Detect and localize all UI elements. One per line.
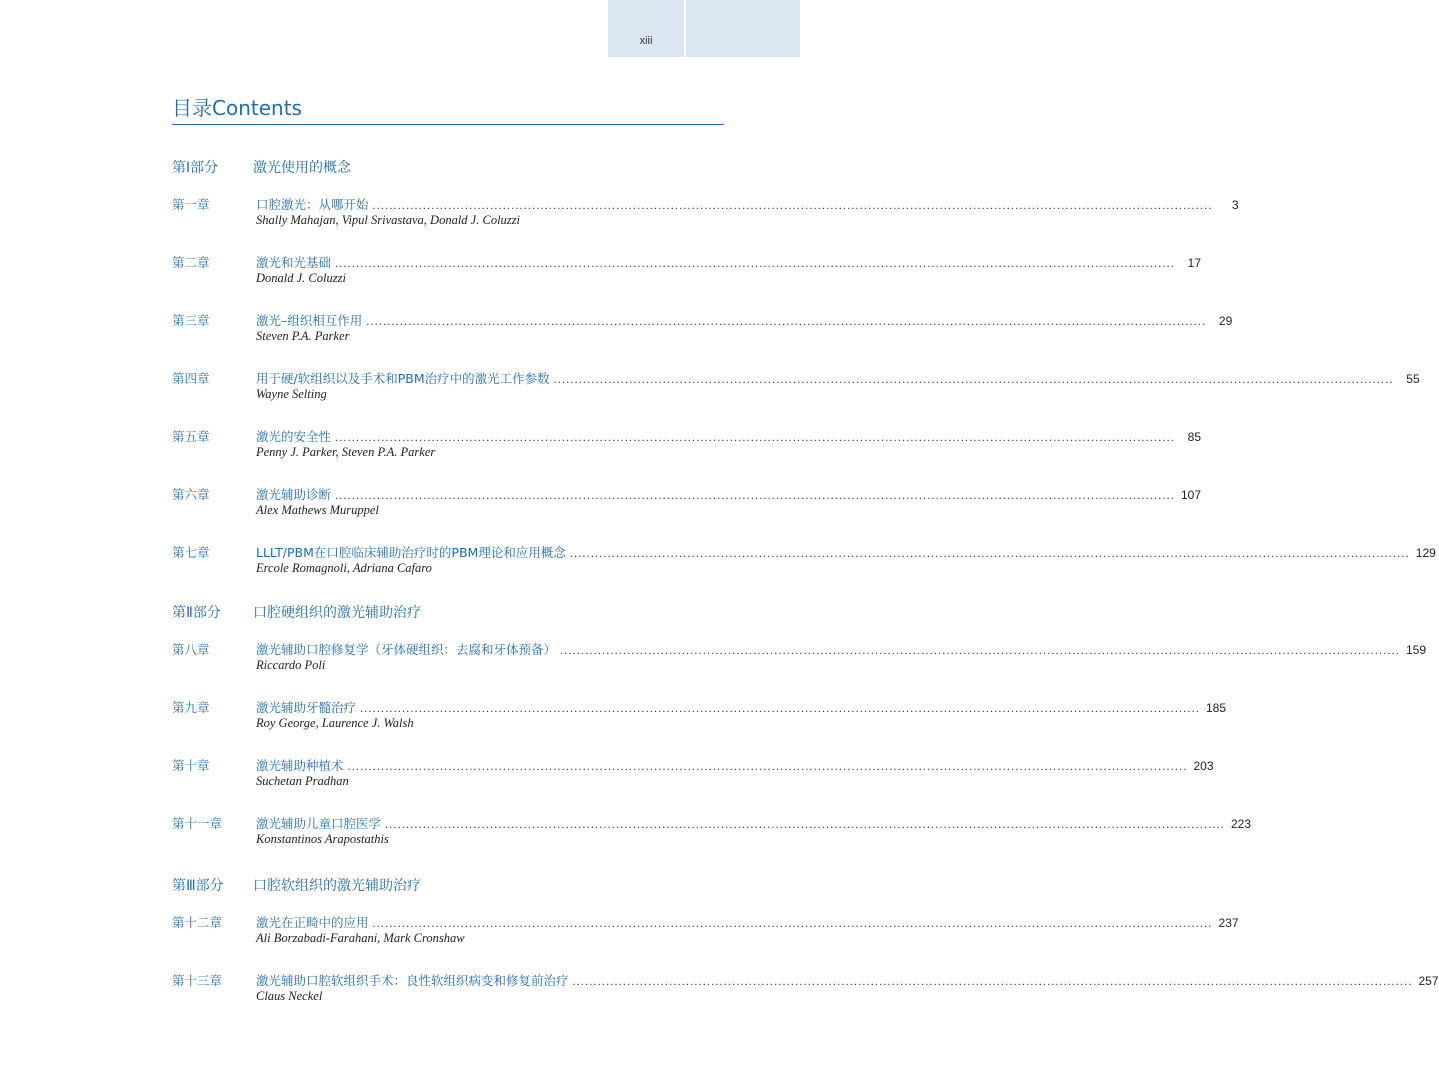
toc-entry[interactable] — [172, 311, 1233, 351]
dot-leader: ........................................................................................................................................................................................................ — [569, 546, 1410, 560]
toc-entry[interactable] — [172, 756, 1214, 796]
toc-entry[interactable] — [172, 640, 1427, 680]
toc-entry[interactable] — [172, 253, 1202, 293]
chapter-page: 55 — [1406, 372, 1420, 386]
chapter-authors: Penny J. Parker, Steven P.A. Parker — [256, 445, 436, 459]
toc-entry[interactable] — [172, 543, 1436, 583]
part-number: 第Ⅲ部分 — [172, 878, 224, 894]
chapter-authors: Alex Mathews Muruppel — [256, 503, 379, 517]
chapter-number: 第十三章 — [172, 973, 223, 988]
chapter-page: 29 — [1218, 314, 1233, 328]
chapter-line — [256, 756, 1214, 774]
chapter-authors: Steven P.A. Parker — [256, 329, 350, 343]
chapter-line — [256, 369, 1420, 387]
chapter-authors: Claus Neckel — [256, 989, 323, 1003]
toc-entry[interactable] — [172, 195, 1239, 235]
chapter-authors: Suchetan Pradhan — [256, 774, 349, 788]
dot-leader: ........................................................................................................................................................................................................ — [553, 372, 1394, 386]
part-number: 第Ⅱ部分 — [172, 605, 221, 621]
dot-leader: ........................................................................................................................................................................................................ — [335, 488, 1176, 502]
dot-leader: ........................................................................................................................................................................................................ — [347, 759, 1188, 773]
chapter-title: 激光–组织相互作用 — [256, 313, 363, 328]
chapter-authors: Roy George, Laurence J. Walsh — [256, 716, 414, 730]
dot-leader: ........................................................................................................................................................................................................ — [560, 643, 1401, 657]
chapter-title: 激光辅助诊断 — [256, 487, 332, 502]
chapter-authors: Shally Mahajan, Vipul Srivastava, Donald J. Coluzzi — [256, 213, 520, 227]
chapter-number: 第十二章 — [172, 915, 223, 930]
chapter-title: 激光辅助口腔修复学（牙体硬组织：去腐和牙体预备） — [256, 642, 557, 657]
chapter-number: 第三章 — [172, 313, 210, 328]
chapter-line — [256, 913, 1239, 931]
chapter-title: 激光和光基础 — [256, 255, 332, 270]
dot-leader: ........................................................................................................................................................................................................ — [572, 974, 1413, 988]
part-heading — [172, 875, 421, 895]
part-heading — [172, 602, 421, 622]
chapter-page: 237 — [1218, 916, 1239, 930]
chapter-page: 203 — [1193, 759, 1214, 773]
dot-leader: ........................................................................................................................................................................................................ — [372, 916, 1213, 930]
chapter-authors: Riccardo Poli — [256, 658, 326, 672]
chapter-page: 257 — [1418, 974, 1439, 988]
chapter-number: 第十一章 — [172, 816, 223, 831]
toc-entry[interactable] — [172, 913, 1239, 953]
part-title: 口腔硬组织的激光辅助治疗 — [253, 605, 421, 621]
toc-title: 目录Contents — [172, 96, 302, 120]
chapter-page: 107 — [1180, 488, 1202, 502]
chapter-page: 223 — [1230, 817, 1252, 831]
chapter-number: 第五章 — [172, 429, 210, 444]
chapter-page: 17 — [1187, 256, 1202, 270]
header-tab-right — [686, 0, 800, 57]
chapter-title: 激光辅助儿童口腔医学 — [256, 816, 382, 831]
chapter-title: 激光的安全性 — [256, 429, 332, 444]
toc-entry[interactable] — [172, 698, 1227, 738]
chapter-line — [256, 427, 1202, 445]
chapter-title: LLLT/PBM在口腔临床辅助治疗时的PBM理论和应用概念 — [256, 545, 566, 560]
chapter-page: 3 — [1231, 198, 1239, 212]
dot-leader: ........................................................................................................................................................................................................ — [372, 198, 1213, 212]
chapter-title: 激光辅助牙髓治疗 — [256, 700, 357, 715]
chapter-number: 第四章 — [172, 371, 210, 386]
chapter-number: 第八章 — [172, 642, 210, 657]
chapter-line — [256, 485, 1202, 503]
dot-leader: ........................................................................................................................................................................................................ — [335, 430, 1176, 444]
chapter-page: 159 — [1405, 643, 1427, 657]
chapter-line — [256, 311, 1233, 329]
chapter-title: 用于硬/软组织以及手术和PBM治疗中的激光工作参数 — [256, 371, 550, 386]
toc-entry[interactable] — [172, 971, 1439, 1011]
part-heading — [172, 157, 351, 177]
toc-entry[interactable] — [172, 485, 1202, 525]
chapter-title: 口腔激光：从哪开始 — [256, 197, 369, 212]
chapter-authors: Wayne Selting — [256, 387, 327, 401]
chapter-title: 激光在正畸中的应用 — [256, 915, 369, 930]
chapter-number: 第七章 — [172, 545, 210, 560]
toc-entry[interactable] — [172, 427, 1202, 467]
chapter-number: 第九章 — [172, 700, 210, 715]
chapter-line — [256, 698, 1227, 716]
dot-leader: ........................................................................................................................................................................................................ — [385, 817, 1226, 831]
chapter-authors: Donald J. Coluzzi — [256, 271, 346, 285]
chapter-line — [256, 971, 1439, 989]
toc-entry[interactable] — [172, 814, 1252, 854]
dot-leader: ........................................................................................................................................................................................................ — [360, 701, 1201, 715]
part-title: 激光使用的概念 — [253, 160, 351, 176]
chapter-line — [256, 195, 1239, 213]
chapter-number: 第一章 — [172, 197, 210, 212]
page-number: xiii — [639, 35, 653, 47]
dot-leader: ........................................................................................................................................................................................................ — [335, 256, 1176, 270]
chapter-authors: Ali Borzabadi-Farahani, Mark Cronshaw — [256, 931, 465, 945]
chapter-authors: Konstantinos Arapostathis — [256, 832, 389, 846]
chapter-line — [256, 814, 1252, 832]
header-tab-left — [608, 0, 684, 57]
chapter-title: 激光辅助口腔软组织手术：良性软组织病变和修复前治疗 — [256, 973, 569, 988]
chapter-authors: Ercole Romagnoli, Adriana Cafaro — [256, 561, 432, 575]
chapter-page: 129 — [1415, 546, 1436, 560]
part-number: 第Ⅰ部分 — [172, 160, 219, 176]
toc-entry[interactable] — [172, 369, 1420, 409]
chapter-page: 85 — [1187, 430, 1202, 444]
chapter-number: 第十章 — [172, 758, 210, 773]
chapter-page: 185 — [1205, 701, 1227, 715]
title-rule — [172, 124, 724, 125]
chapter-line — [256, 640, 1427, 658]
chapter-line — [256, 543, 1436, 561]
chapter-number: 第六章 — [172, 487, 210, 502]
chapter-line — [256, 253, 1202, 271]
dot-leader: ........................................................................................................................................................................................................ — [366, 314, 1207, 328]
chapter-title: 激光辅助种植术 — [256, 758, 344, 773]
part-title: 口腔软组织的激光辅助治疗 — [253, 878, 421, 894]
chapter-number: 第二章 — [172, 255, 210, 270]
